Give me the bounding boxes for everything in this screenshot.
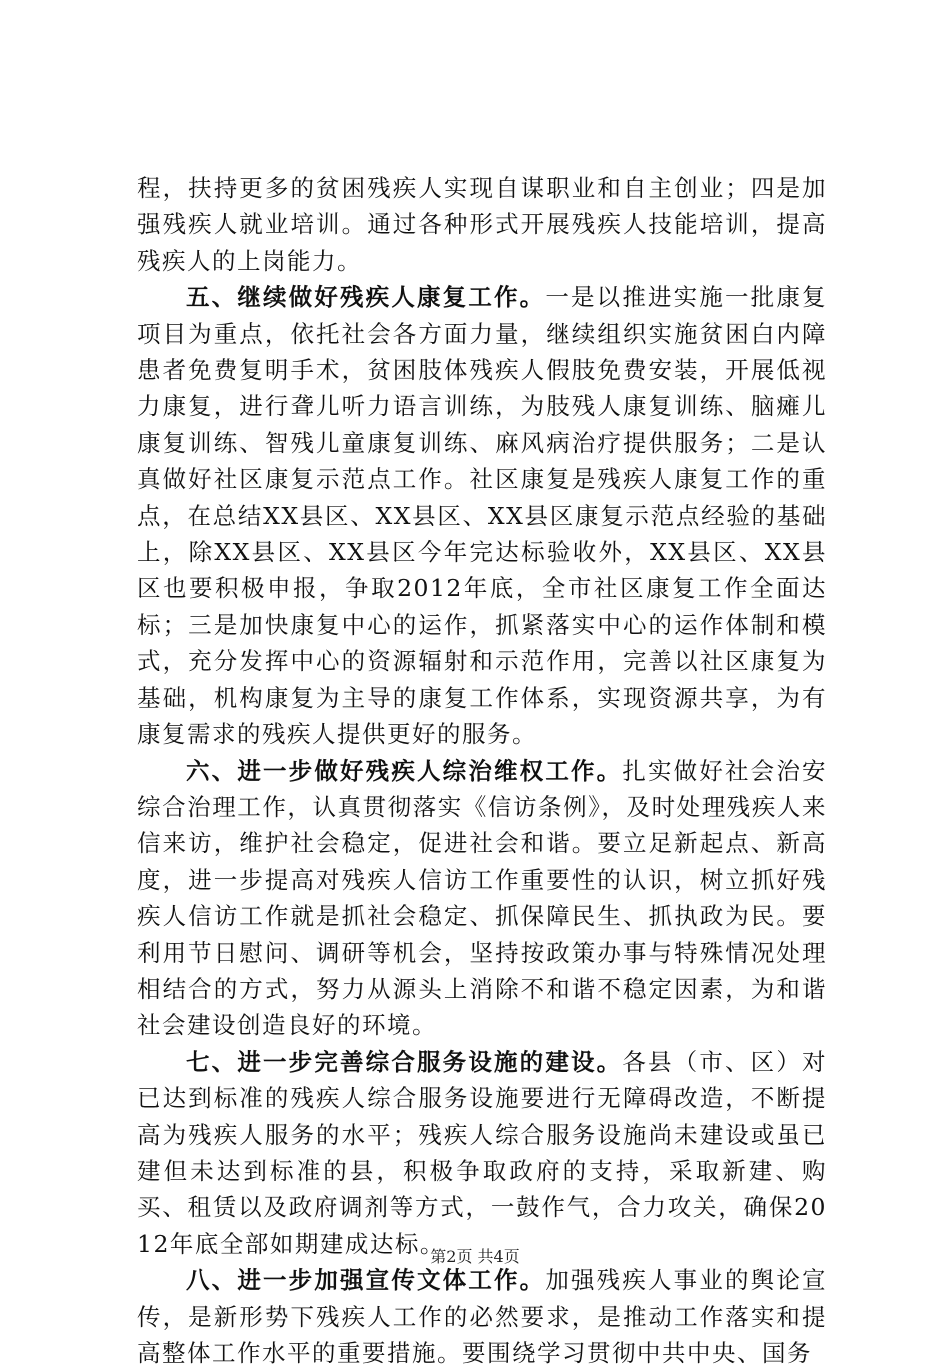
paragraph-text: 加强残疾人事业的舆论宣传，是新形势下残疾人工作的必然要求，是推动工作落实和提高整体工作水平的重要措施。要围绕学习贯彻中共中央、国务 — [137, 1266, 828, 1367]
section-heading: 七、进一步完善综合服务设施的建设。 — [186, 1047, 623, 1076]
paragraph-rights-protection — [137, 753, 827, 1044]
paragraph-text: 各县（市、区）对已达到标准的残疾人综合服务设施要进行无障碍改造，不断提高为残疾人服务的水平；残疾人综合服务设施尚未建设或虽已建但未达到标准的县，积极争取政府的支持，采取新建、购买、租赁以及政府调剂等方式，一鼓作气，合力攻关，确保2012年底全部如期建成达标。 — [137, 1047, 828, 1258]
section-heading: 五、继续做好残疾人康复工作。 — [186, 283, 546, 312]
paragraph-text: 扎实做好社会治安综合治理工作，认真贯彻落实《信访条例》，及时处理残疾人来信来访，维护社会稳定，促进社会和谐。要立足新起点、新高度，进一步提高对残疾人信访工作重要性的认识，树立抓好残疾人信访工作就是抓社会稳定、抓保障民生、抓执政为民。要利用节日慰问、调研等机会，坚持按政策办事与特殊情况处理相结合的方式，努力从源头上消除不和谐不稳定因素，为和谐社会建设创造良好的环境。 — [137, 756, 828, 1040]
document-body — [137, 170, 827, 1371]
paragraph-publicity-culture — [137, 1262, 827, 1371]
section-heading: 八、进一步加强宣传文体工作。 — [186, 1266, 546, 1295]
section-heading: 六、进一步做好残疾人综治维权工作。 — [186, 756, 623, 785]
paragraph-text: 一是以推进实施一批康复项目为重点，依托社会各方面力量，继续组织实施贫困白内障患者免费复明手术，贫困肢体残疾人假肢免费安装，开展低视力康复，进行聋儿听力语言训练，为肢残人康复训练、脑瘫儿康复训练、智残儿童康复训练、麻风病治疗提供服务；二是认真做好社区康复示范点工作。社区康复是残疾人康复工作的重点，在总结XX县区、XX县区、XX县区康复示范点经验的基础上，除XX县区、XX县区今年完达标验收外，XX县区、XX县区也要积极申报，争取2012年底，全市社区康复工作全面达标；三是加快康复中心的运作，抓紧落实中心的运作体制和模式，充分发挥中心的资源辐射和示范作用，完善以社区康复为基础，机构康复为主导的康复工作体系，实现资源共享，为有康复需求的残疾人提供更好的服务。 — [137, 283, 828, 749]
paragraph-continuation — [137, 170, 827, 279]
paragraph-service-facilities — [137, 1044, 827, 1262]
paragraph-rehabilitation — [137, 279, 827, 752]
page-number-footer: 第2页 共4页 — [430, 1247, 520, 1266]
paragraph-text: 程，扶持更多的贫困残疾人实现自谋职业和自主创业；四是加强残疾人就业培训。通过各种形式开展残疾人技能培训，提高残疾人的上岗能力。 — [137, 174, 827, 275]
